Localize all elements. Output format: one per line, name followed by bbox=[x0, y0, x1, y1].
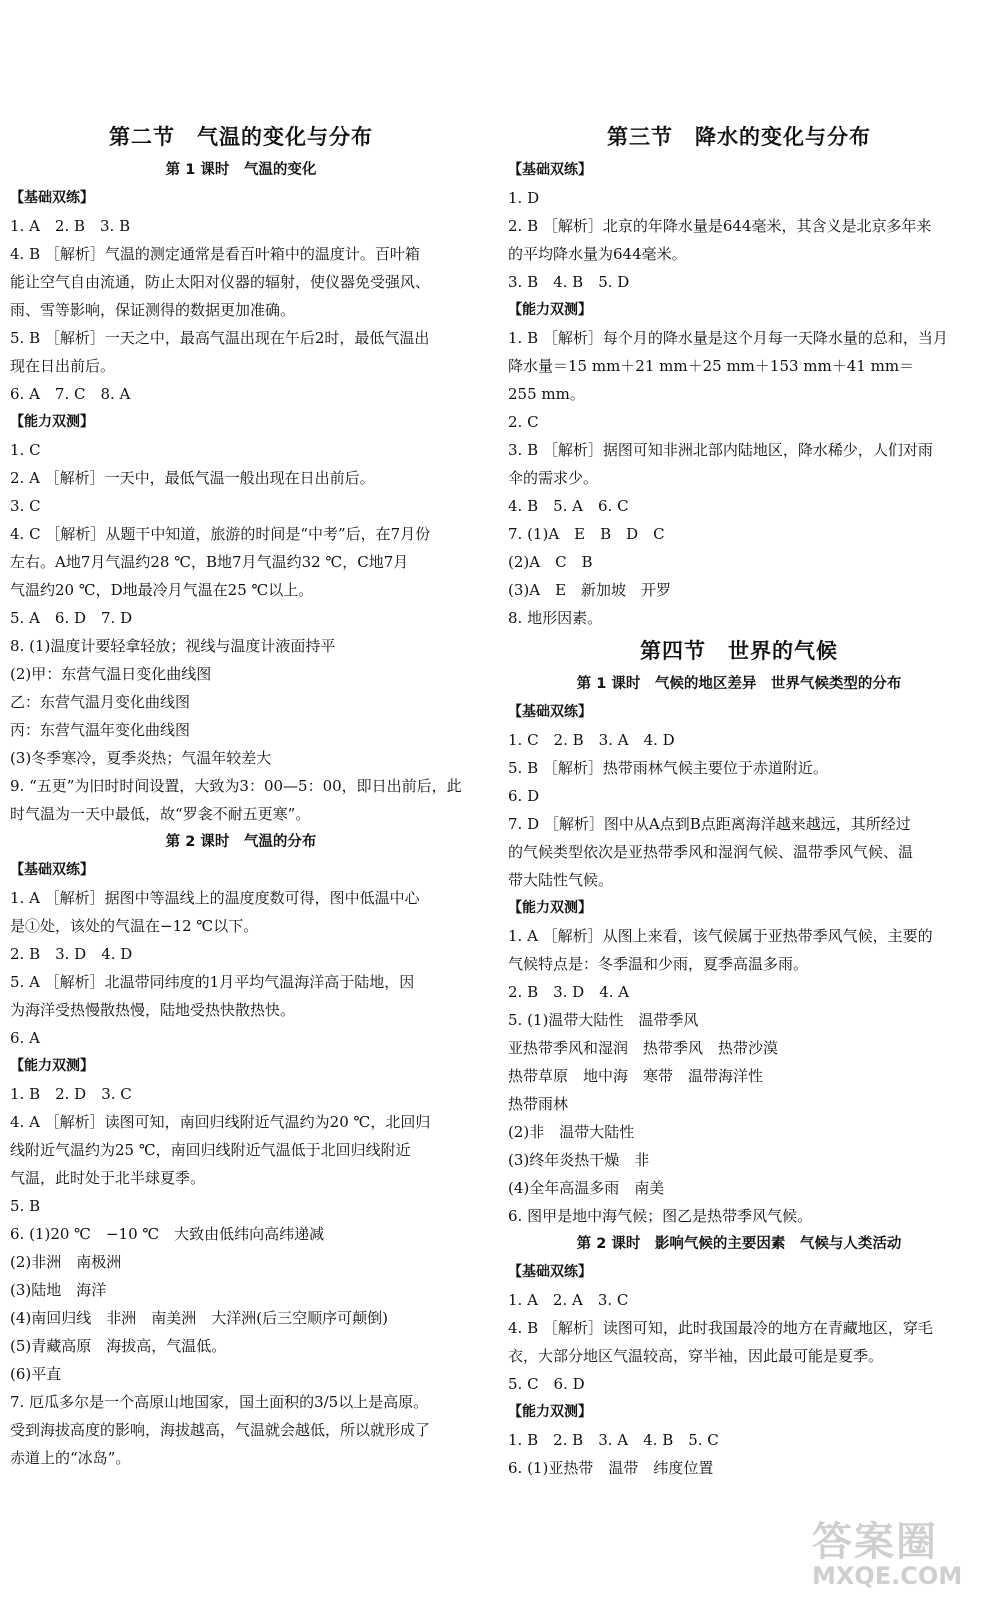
block-heading: 【能力双测】 bbox=[10, 1058, 94, 1074]
left-lessons bbox=[10, 156, 472, 1472]
answer-line: 亚热带季风和湿润 热带季风 热带沙漠 bbox=[508, 1039, 779, 1057]
answer-line: 6. A bbox=[10, 1029, 40, 1047]
answer-line: (4)南回归线 非洲 南美洲 大洋洲(后三空顺序可颠倒) bbox=[10, 1309, 388, 1327]
answer-line: 7. (1)A E B D C bbox=[508, 525, 665, 543]
answer-line: 能让空气自由流通，防止太阳对仪器的辐射，使仪器免受强风、 bbox=[10, 273, 431, 291]
answer-line: 1. B ［解析］每个月的降水量是这个月每一天降水量的总和，当月 bbox=[508, 329, 948, 347]
section-title-3: 第三节 降水的变化与分布 bbox=[607, 125, 871, 149]
answer-line: 5. B ［解析］一天之中，最高气温出现在午后2时，最低气温出 bbox=[10, 329, 430, 347]
answer-line: 5. B bbox=[10, 1197, 41, 1215]
answer-line: 1. A ［解析］从图上来看，该气候属于亚热带季风气候，主要的 bbox=[508, 927, 933, 945]
block-heading: 【基础双练】 bbox=[10, 862, 94, 878]
lesson-title: 第 1 课时 气温的变化 bbox=[165, 162, 317, 178]
answer-line: 4. B 5. A 6. C bbox=[508, 497, 629, 515]
answer-line: 6. (1)亚热带 温带 纬度位置 bbox=[508, 1459, 714, 1477]
right-column bbox=[508, 118, 970, 1482]
answer-line: (3)A E 新加坡 开罗 bbox=[508, 581, 672, 599]
answer-line: 热带雨林 bbox=[508, 1095, 569, 1113]
answer-line: 1. B 2. D 3. C bbox=[10, 1085, 132, 1103]
answer-block bbox=[10, 1052, 472, 1472]
answer-line: 线附近气温约为25 ℃，南回归线附近气温低于北回归线附近 bbox=[10, 1141, 411, 1159]
answer-line: 6. 图甲是地中海气候；图乙是热带季风气候。 bbox=[508, 1207, 813, 1225]
answer-block bbox=[10, 184, 472, 408]
answer-block bbox=[508, 1398, 970, 1482]
answer-block bbox=[508, 156, 970, 296]
left-column bbox=[10, 118, 472, 1472]
answer-line: 3. C bbox=[10, 497, 41, 515]
answer-line: 2. B 3. D 4. A bbox=[508, 983, 630, 1001]
answer-line: (5)青藏高原 海拔高，气温低。 bbox=[10, 1337, 227, 1355]
answer-line: 气温约20 ℃，D地最冷月气温在25 ℃以上。 bbox=[10, 581, 314, 599]
answer-line: 9. “五更”为旧时时间设置，大致为3：00—5：00，即日出前后，此 bbox=[10, 777, 462, 795]
answer-line: 4. B ［解析］气温的测定通常是看百叶箱中的温度计。百叶箱 bbox=[10, 245, 420, 263]
answer-line: 3. B ［解析］据图可知非洲北部内陆地区，降水稀少，人们对雨 bbox=[508, 441, 933, 459]
answer-line: 4. A ［解析］读图可知，南回归线附近气温约为20 ℃，北回归 bbox=[10, 1113, 431, 1131]
answer-line: 4. B ［解析］读图可知，此时我国最冷的地方在青藏地区，穿毛 bbox=[508, 1319, 933, 1337]
answer-line: 雨、雪等影响，保证测得的数据更加准确。 bbox=[10, 301, 296, 319]
answer-line: 5. (1)温带大陆性 温带季风 bbox=[508, 1011, 699, 1029]
answer-line: 6. D bbox=[508, 787, 540, 805]
block-heading: 【基础双练】 bbox=[508, 704, 592, 720]
answer-line: (4)全年高温多雨 南美 bbox=[508, 1179, 665, 1197]
block-heading: 【能力双测】 bbox=[508, 1404, 592, 1420]
answer-line: (2)非洲 南极洲 bbox=[10, 1253, 122, 1271]
answer-line: 气候特点是：冬季温和少雨，夏季高温多雨。 bbox=[508, 955, 809, 973]
answer-line: 1. A 2. A 3. C bbox=[508, 1291, 629, 1309]
lesson-title: 第 1 课时 气候的地区差异 世界气候类型的分布 bbox=[576, 676, 902, 692]
answer-line: 是①处，该处的气温在−12 ℃以下。 bbox=[10, 917, 259, 935]
answer-line: 1. D bbox=[508, 189, 540, 207]
answer-line: 丙：东营气温年变化曲线图 bbox=[10, 721, 191, 739]
answer-line: (2)甲：东营气温日变化曲线图 bbox=[10, 665, 212, 683]
answer-line: 受到海拔高度的影响，海拔越高，气温就会越低，所以就形成了 bbox=[10, 1421, 431, 1439]
answer-block bbox=[508, 1258, 970, 1398]
answer-line: 8. 地形因素。 bbox=[508, 609, 603, 627]
answer-line: 5. C 6. D bbox=[508, 1375, 585, 1393]
watermark-en: MXQE.COM bbox=[812, 1562, 963, 1590]
answer-line: 2. B ［解析］北京的年降水量是644毫米，其含义是北京多年来 bbox=[508, 217, 932, 235]
block-heading: 【基础双练】 bbox=[508, 162, 592, 178]
answer-block bbox=[10, 856, 472, 1052]
answer-line: 3. B 4. B 5. D bbox=[508, 273, 630, 291]
answer-line: 气温，此时处于北半球夏季。 bbox=[10, 1169, 206, 1187]
answer-line: 1. C 2. B 3. A 4. D bbox=[508, 731, 675, 749]
answer-line: 降水量＝15 mm＋21 mm＋25 mm＋153 mm＋41 mm＝ bbox=[508, 357, 915, 375]
answer-line: (3)终年炎热干燥 非 bbox=[508, 1151, 650, 1169]
answer-line: 的气候类型依次是亚热带季风和湿润气候、温带季风气候、温 bbox=[508, 843, 914, 861]
answer-line: 衣，大部分地区气温较高，穿半袖，因此最可能是夏季。 bbox=[508, 1347, 884, 1365]
answer-line: 4. C ［解析］从题干中知道，旅游的时间是“中考”后，在7月份 bbox=[10, 525, 431, 543]
watermark-cn: 答案圈 bbox=[812, 1519, 938, 1565]
answer-line: (2)非 温带大陆性 bbox=[508, 1123, 635, 1141]
answer-line: 时气温为一天中最低，故“罗衾不耐五更寒”。 bbox=[10, 805, 311, 823]
answer-line: 2. B 3. D 4. D bbox=[10, 945, 133, 963]
answer-line: 2. C bbox=[508, 413, 539, 431]
answer-block bbox=[10, 408, 472, 828]
answer-line: 带大陆性气候。 bbox=[508, 871, 614, 889]
answer-line: 热带草原 地中海 寒带 温带海洋性 bbox=[508, 1067, 764, 1085]
answer-line: 5. A ［解析］北温带同纬度的1月平均气温海洋高于陆地，因 bbox=[10, 973, 415, 991]
answer-block bbox=[508, 296, 970, 632]
answer-line: 赤道上的“冰岛”。 bbox=[10, 1449, 131, 1467]
answer-line: (2)A C B bbox=[508, 553, 593, 571]
block-heading: 【基础双练】 bbox=[10, 190, 94, 206]
answer-line: 1. A ［解析］据图中等温线上的温度度数可得，图中低温中心 bbox=[10, 889, 420, 907]
answer-line: 伞的需求少。 bbox=[508, 469, 599, 487]
answer-line: 的平均降水量为644毫米。 bbox=[508, 245, 687, 263]
answer-line: 1. A 2. B 3. B bbox=[10, 217, 131, 235]
answer-block bbox=[508, 698, 970, 894]
block-heading: 【能力双测】 bbox=[10, 414, 94, 430]
block-heading: 【基础双练】 bbox=[508, 1264, 592, 1280]
right-lessons bbox=[508, 670, 970, 1482]
lesson-title: 第 2 课时 气温的分布 bbox=[165, 834, 317, 850]
lesson-title: 第 2 课时 影响气候的主要因素 气候与人类活动 bbox=[576, 1236, 902, 1252]
answer-line: (6)平直 bbox=[10, 1365, 62, 1383]
answer-line: 2. A ［解析］一天中，最低气温一般出现在日出前后。 bbox=[10, 469, 375, 487]
answer-line: 255 mm。 bbox=[508, 385, 585, 403]
section3-blocks bbox=[508, 156, 970, 632]
answer-line: 乙：东营气温月变化曲线图 bbox=[10, 693, 191, 711]
section-title-4: 第四节 世界的气候 bbox=[640, 639, 838, 663]
answer-line: 1. C bbox=[10, 441, 41, 459]
answer-line: 7. D ［解析］图中从A点到B点距离海洋越来越远，其所经过 bbox=[508, 815, 911, 833]
answer-line: 7. 厄瓜多尔是一个高原山地国家，国土面积的3/5以上是高原。 bbox=[10, 1393, 429, 1411]
answer-line: 5. A 6. D 7. D bbox=[10, 609, 133, 627]
answer-line: 6. A 7. C 8. A bbox=[10, 385, 131, 403]
answer-line: (3)冬季寒冷，夏季炎热；气温年较差大 bbox=[10, 749, 272, 767]
block-heading: 【能力双测】 bbox=[508, 302, 592, 318]
section-title-2: 第二节 气温的变化与分布 bbox=[109, 125, 373, 149]
answer-line: (3)陆地 海洋 bbox=[10, 1281, 107, 1299]
answer-line: 8. (1)温度计要轻拿轻放；视线与温度计液面持平 bbox=[10, 637, 336, 655]
answer-line: 为海洋受热慢散热慢，陆地受热快散热快。 bbox=[10, 1001, 296, 1019]
answer-block bbox=[508, 894, 970, 1230]
watermark-logo bbox=[812, 1520, 982, 1590]
answer-line: 5. B ［解析］热带雨林气候主要位于赤道附近。 bbox=[508, 759, 828, 777]
answer-line: 6. (1)20 ℃ −10 ℃ 大致由低纬向高纬递减 bbox=[10, 1225, 325, 1243]
answer-line: 左右。A地7月气温约28 ℃，B地7月气温约32 ℃，C地7月 bbox=[10, 553, 409, 571]
answer-line: 1. B 2. B 3. A 4. B 5. C bbox=[508, 1431, 719, 1449]
block-heading: 【能力双测】 bbox=[508, 900, 592, 916]
answer-line: 现在日出前后。 bbox=[10, 357, 116, 375]
